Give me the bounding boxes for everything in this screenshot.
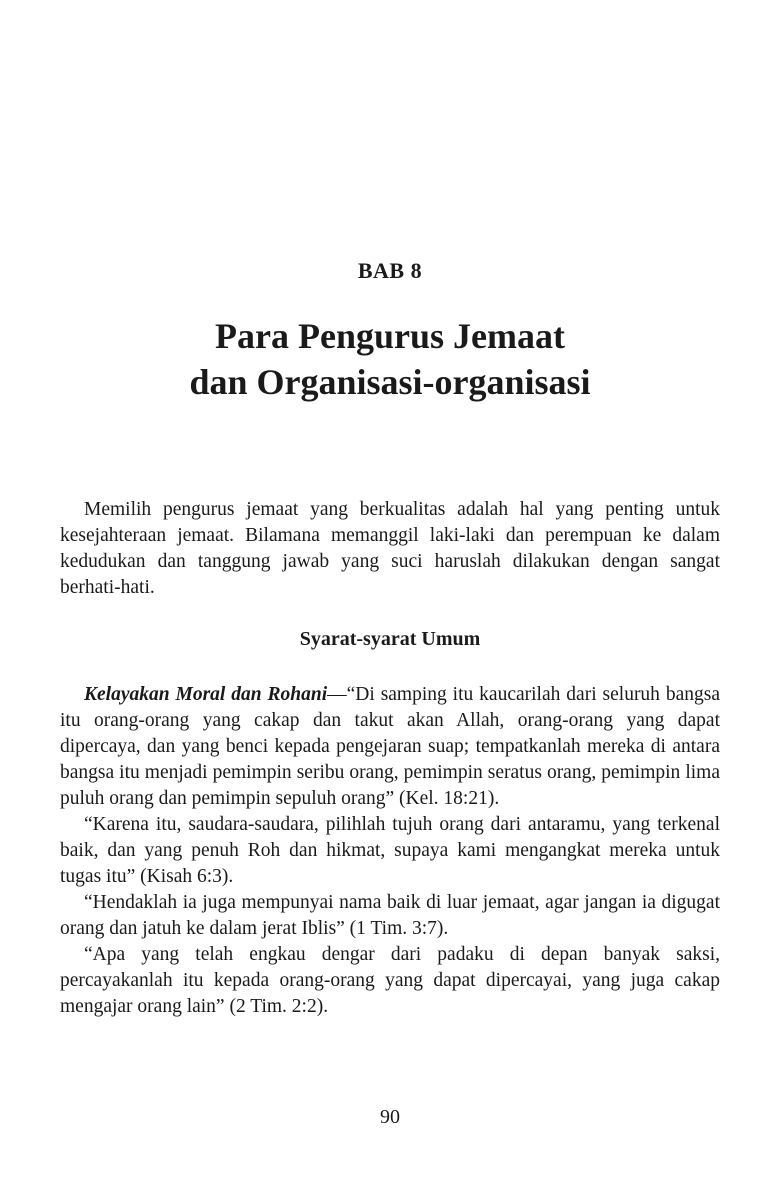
intro-paragraph (60, 497, 720, 601)
paragraph-3: “Hendaklah ia juga mempunyai nama baik di luar jemaat, agar jangan ia digugat orang dan jatuh ke dalam jerat Iblis” (1 Tim. 3:7). (60, 892, 720, 939)
intro-text: Memilih pengurus jemaat yang berkualitas adalah hal yang penting untuk kesejahteraan jemaat. Bilamana memanggil laki-laki dan perempuan ke dalam kedudukan dan tanggung jawab yang suci haruslah dilakukan dengan sangat berhati-hati. (60, 499, 720, 598)
chapter-title-line-2: dan Organisasi-organisasi (189, 362, 591, 402)
page-number: 90 (380, 1106, 400, 1128)
section-body (60, 682, 720, 1020)
chapter-title (0, 313, 780, 405)
paragraph-1 (60, 682, 720, 812)
chapter-title-line-1: Para Pengurus Jemaat (215, 316, 565, 356)
paragraph-lead: Kelayakan Moral dan Rohani (84, 684, 328, 705)
chapter-label: BAB 8 (357, 258, 423, 283)
paragraph-2: “Karena itu, saudara-saudara, pilihlah tujuh orang dari antaramu, yang terkenal baik, dan yang penuh Roh dan hikmat, supaya kami mengangkat mereka untuk tugas itu” (Kisah 6:3). (60, 814, 720, 887)
paragraph-1-text: —“Di samping itu kaucarilah dari seluruh bangsa itu orang-orang yang cakap dan takut akan Allah, orang-orang yang dapat dipercaya, dan yang benci kepada pengejaran suap; tempatkanlah mereka di antara bangsa itu menjadi pemimpin seribu orang, pemimpin seratus orang, pemimpin lima puluh orang dan pemimpin sepuluh orang” (Kel. 18:21). (60, 684, 720, 809)
paragraph-4: “Apa yang telah engkau dengar dari padaku di depan banyak saksi, percayakanlah itu kepada orang-orang yang dapat dipercayai, yang juga cakap mengajar orang lain” (2 Tim. 2:2). (60, 944, 720, 1017)
section-heading: Syarat-syarat Umum (299, 628, 481, 650)
